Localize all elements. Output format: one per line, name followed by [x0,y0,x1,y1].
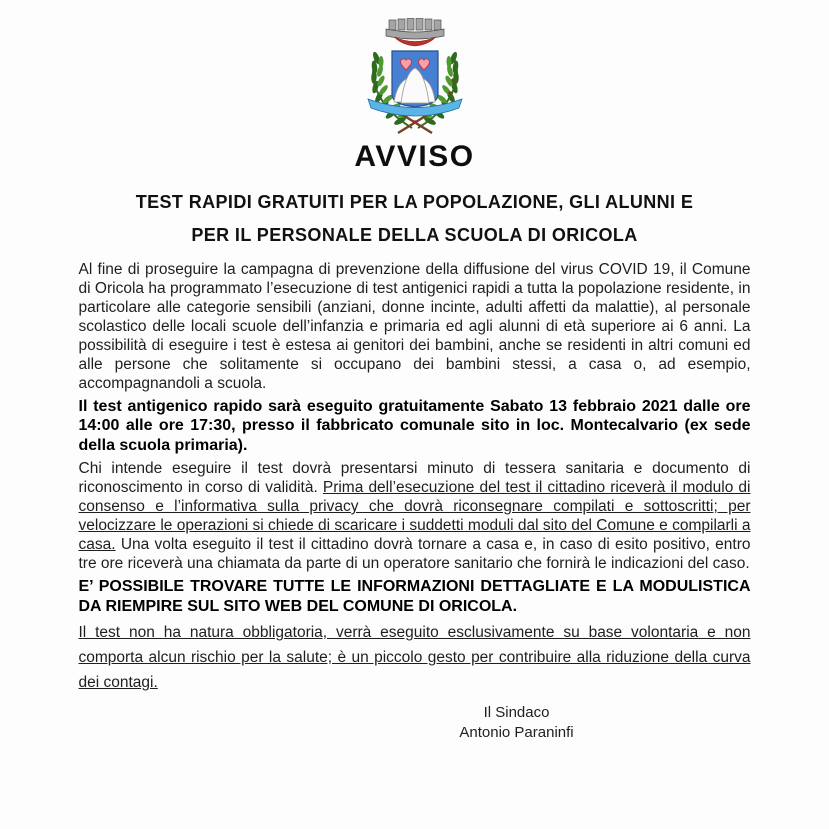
paragraph-voluntary-note: Il test non ha natura obbligatoria, verrà eseguito esclusivamente su base volontaria e non comporta alcun rischio per la salute; è un piccolo gesto per contribuire alla riduzione della curva dei contagi. [78,624,751,691]
signature-name: Antonio Paraninfi [459,724,574,741]
notice-title-line1: TEST RAPIDI GRATUITI PER LA POPOLAZIONE, GLI ALUNNI E [135,191,694,212]
mural-crown [386,19,444,47]
notice-heading: AVVISO [354,140,475,173]
ribbon-tie [413,120,417,124]
paragraph-test-procedure [79,459,751,573]
procedure-underlined-text: Prima dell’esecuzione del test il cittadino riceverà il modulo di consenso e l’informativa sulla privacy che dovrà riconsegnare compilati e sottoscritti; per velocizzare le operazioni si chiede di scaricare i suddetti moduli dal sito del Comune e compilarli a casa. [78,479,751,553]
notice-body [79,260,751,744]
notice-title-line2: PER IL PERSONALE DELLA SCUOLA DI ORICOLA [191,224,638,245]
paragraph-campaign-intro: Al fine di proseguire la campagna di prevenzione della diffusione del virus COVID 19, il Comune di Oricola ha programmato l’esecuzione di test antigenici rapidi a tutta la popolazione residente, in particolare alle categorie sensibili (anziani, donne incinte, adulti affetti da malattie), al personale scolastico delle locali scuole dell’infanzia e primaria ed agli alunni di età superiore ai 6 anni. La possibilità di eseguire i test è estesa ai genitori dei bambini, anche se residenti in altri comuni ed alle persone che solitamente si occupano dei bambini stessi, a casa o, ad esempio, accompagnandoli a scuola. [78,260,751,392]
procedure-text-after: Una volta eseguito il test il cittadino dovrà tornare a casa e, in caso di esito positivo, entro tre ore riceverà una chiamata da parte di un operatore sanitario che fornirà le indicazioni del caso. [78,536,751,572]
paragraph-test-schedule: Il test antigenico rapido sarà eseguito gratuitamente Sabato 13 febbraio 2021 dalle ore 14:00 alle ore 17:30, presso il fabbricato comunale sito in loc. Montecalvario (ex sede della scuola primaria). [78,397,751,454]
notice-title [0,186,829,252]
paragraph-website-info: E’ POSSIBILE TROVARE TUTTE LE INFORMAZIONI DETTAGLIATE E LA MODULISTICA DA RIEMPIRE SUL SITO WEB DEL COMUNE DI ORICOLA. [78,578,751,615]
comune-di-oricola-coat-of-arms-icon [339,15,491,137]
procedure-text-before: Chi intende eseguire il test dovrà presentarsi minuto di tessera sanitaria e documento di riconoscimento in corso di validità. [78,460,751,496]
signature-role: Il Sindaco [483,704,550,721]
signature-block [287,703,747,743]
